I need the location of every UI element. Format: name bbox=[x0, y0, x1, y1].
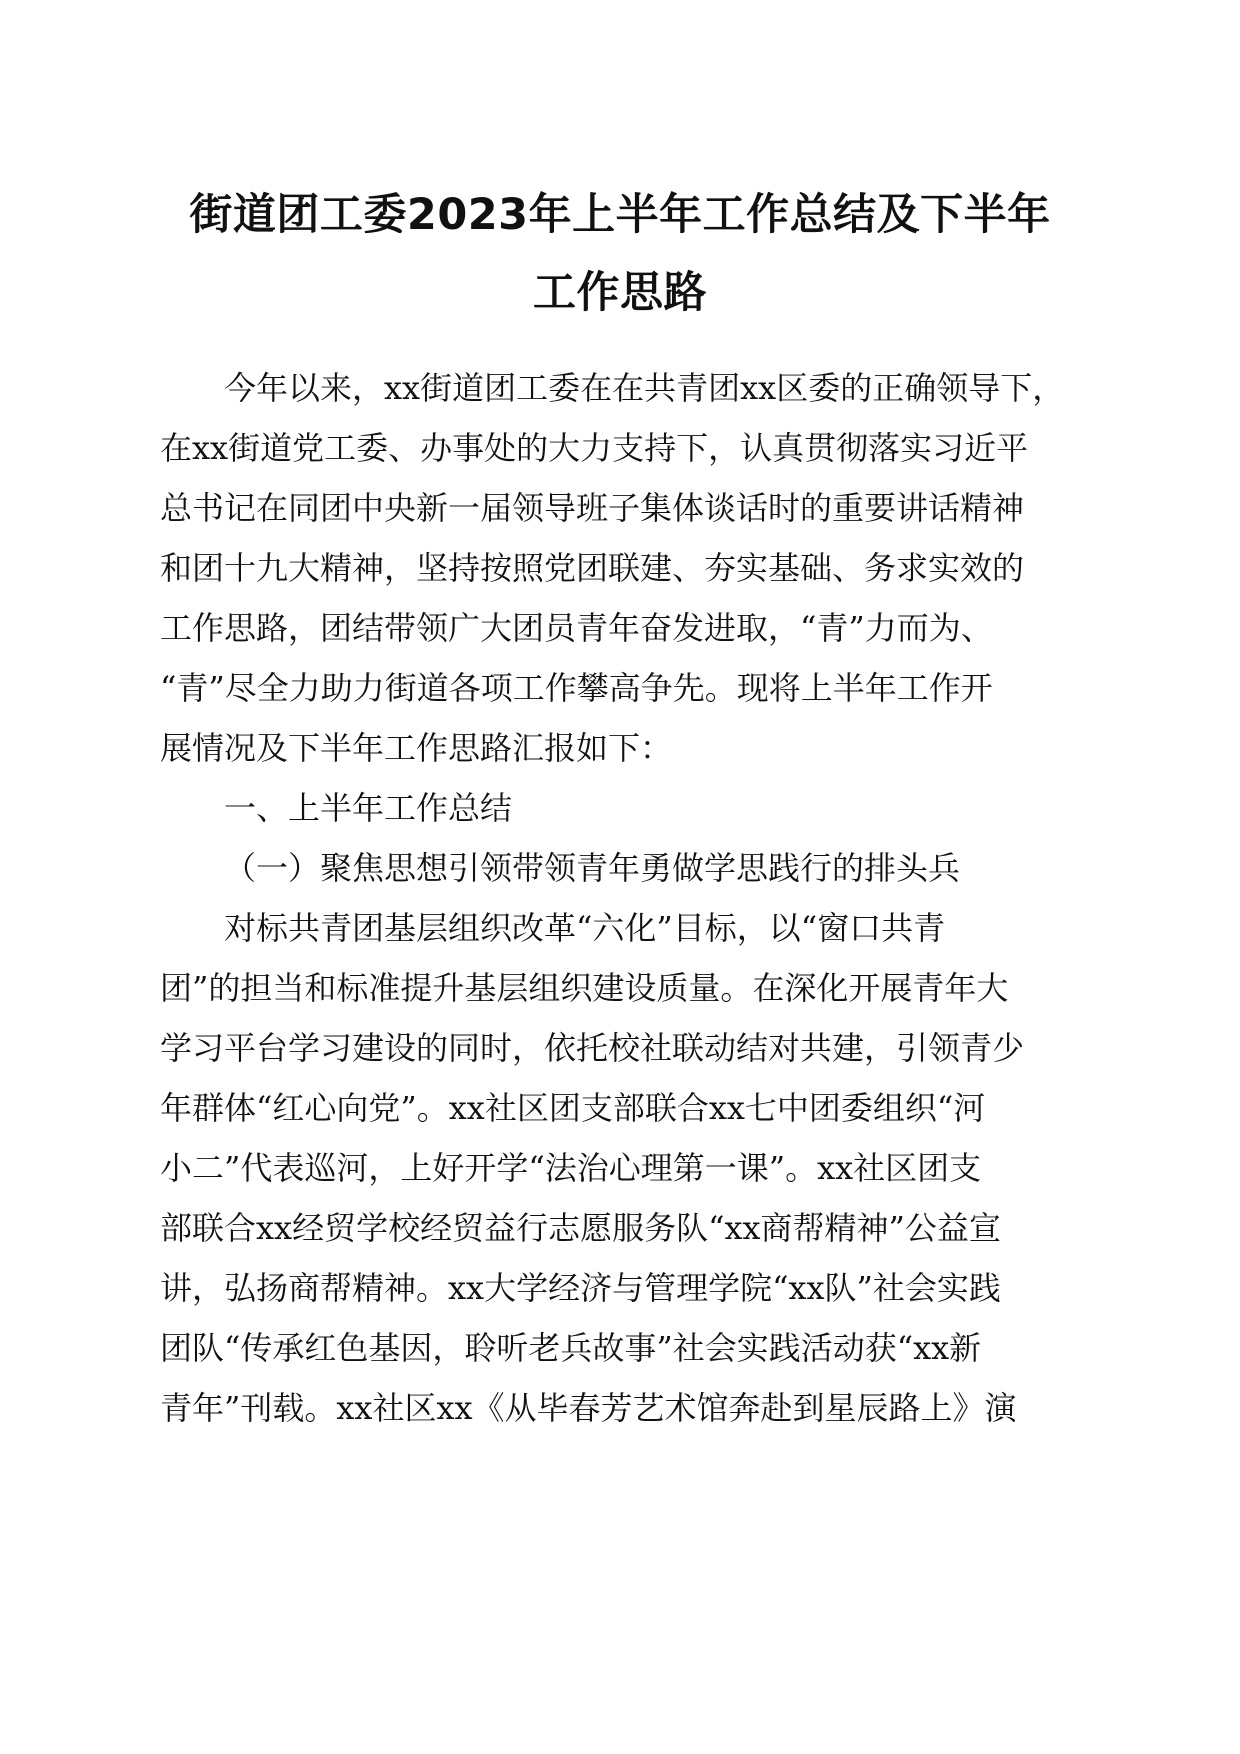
section-heading: 一、上半年工作总结 bbox=[224, 789, 513, 827]
intro-line-6: “青”尽全力助力街道各项工作攀高争先。现将上半年工作开 bbox=[160, 669, 993, 707]
intro-line-1: 今年以来，xx街道团工委在在共青团xx区委的正确领导下， bbox=[224, 369, 1065, 407]
body-line-9: 青年”刊载。xx社区xx《从毕春芳艺术馆奔赴到星辰路上》演 bbox=[160, 1389, 1017, 1427]
intro-line-4: 和团十九大精神，坚持按照党团联建、夯实基础、务求实效的 bbox=[160, 549, 1025, 587]
body-line-5: 小二”代表巡河，上好开学“法治心理第一课”。xx社区团支 bbox=[160, 1149, 982, 1187]
subsection-heading: （一）聚焦思想引领带领青年勇做学思践行的排头兵 bbox=[224, 849, 961, 887]
body-line-7: 讲，弘扬商帮精神。xx大学经济与管理学院“xx队”社会实践 bbox=[160, 1269, 1001, 1307]
intro-line-3: 总书记在同团中央新一届领导班子集体谈话时的重要讲话精神 bbox=[160, 489, 1025, 527]
document-title-line-2: 工作思路 bbox=[533, 268, 707, 318]
body-line-4: 年群体“红心向党”。xx社区团支部联合xx七中团委组织“河 bbox=[160, 1089, 986, 1127]
document-title-line-1: 街道团工委2023年上半年工作总结及下半年 bbox=[189, 190, 1051, 240]
body-line-2: 团”的担当和标准提升基层组织建设质量。在深化开展青年大 bbox=[160, 969, 1009, 1007]
intro-line-2: 在xx街道党工委、办事处的大力支持下，认真贯彻落实习近平 bbox=[160, 429, 1029, 467]
body-line-8: 团队“传承红色基因，聆听老兵故事”社会实践活动获“xx新 bbox=[160, 1329, 982, 1367]
body-line-6: 部联合xx经贸学校经贸益行志愿服务队“xx商帮精神”公益宣 bbox=[160, 1209, 1001, 1247]
intro-line-5: 工作思路，团结带领广大团员青年奋发进取，“青”力而为、 bbox=[160, 609, 993, 647]
intro-line-7: 展情况及下半年工作思路汇报如下： bbox=[160, 729, 673, 767]
body-line-1: 对标共青团基层组织改革“六化”目标，以“窗口共青 bbox=[224, 909, 946, 947]
body-line-3: 学习平台学习建设的同时，依托校社联动结对共建，引领青少 bbox=[160, 1029, 1025, 1067]
